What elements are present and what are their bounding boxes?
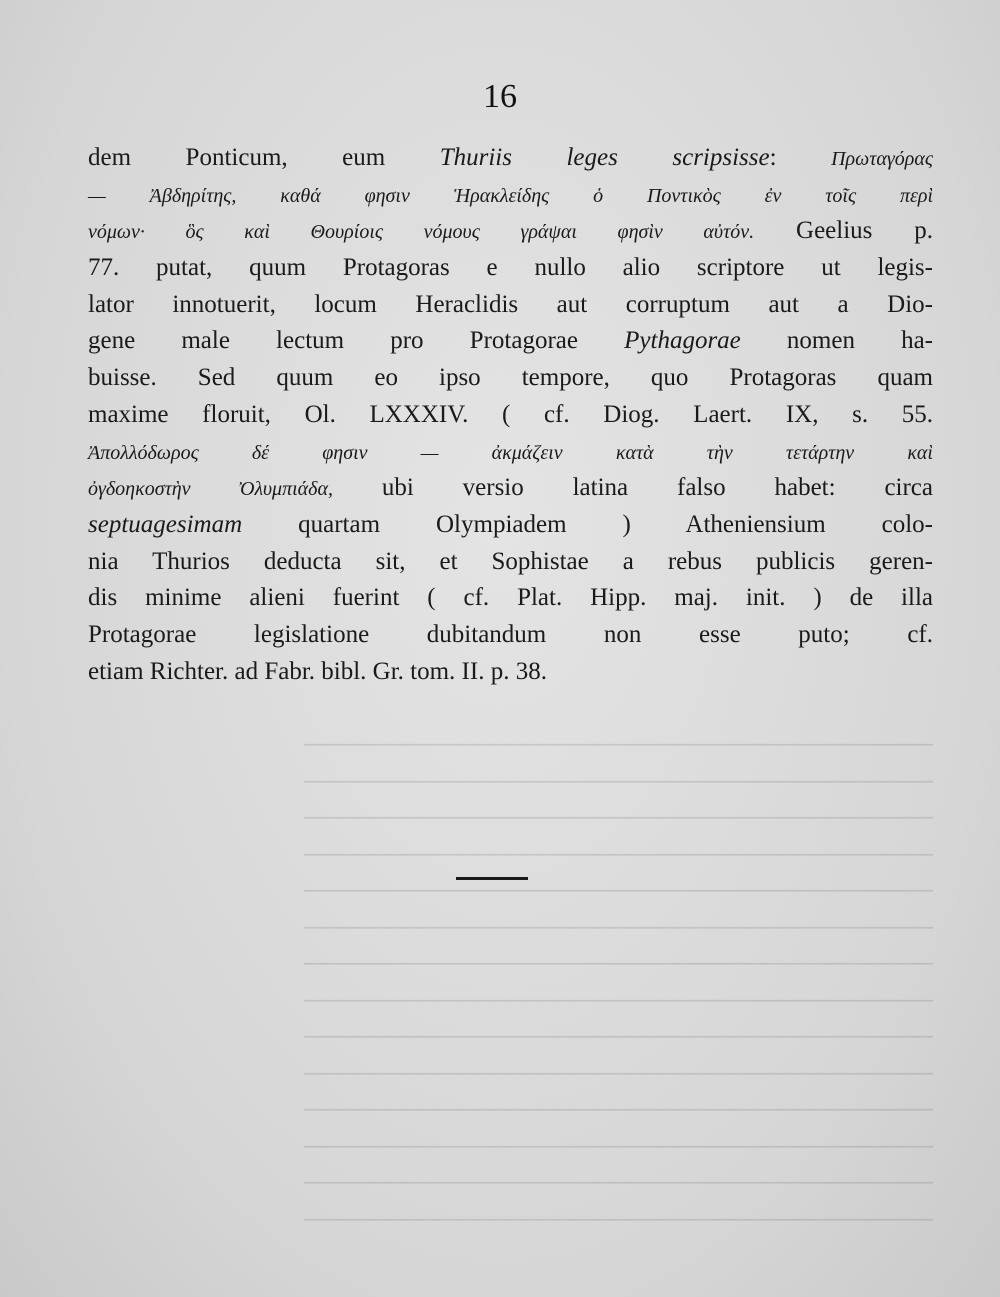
text-line xyxy=(88,434,933,471)
italic-text: septuagesimam xyxy=(88,510,243,538)
text-segment: nia Thurios deducta sit, et Sophistae a rebus publicis geren- xyxy=(88,547,933,575)
text-line xyxy=(88,654,933,691)
text-segment: buisse. Sed quum eo ipso tempore, quo Protagoras quam xyxy=(88,364,933,392)
text-line xyxy=(88,470,933,507)
greek-quotation: — Ἀβδηρίτης, καθά φησιν Ἡρακλείδης ὁ Ποντικὸς ἐν τοῖς περὶ xyxy=(88,184,933,207)
text-segment: dis minime alieni fuerint ( cf. Plat. Hipp. maj. init. ) de illa xyxy=(88,584,933,612)
greek-quotation: ὀγδοηκοστὴν Ὀλυμπιάδα, xyxy=(88,478,333,501)
text-segment: lator innotuerit, locum Heraclidis aut corruptum aut a Dio- xyxy=(88,290,933,318)
text-line xyxy=(88,617,933,654)
text-segment: etiam Richter. ad Fabr. bibl. Gr. tom. II. p. 38. xyxy=(88,657,547,685)
text-segment: Geelius p. xyxy=(754,217,933,245)
greek-quotation: νόμων· ὃς καὶ Θουρίοις νόμους γράψαι φησὶν αὐτόν. xyxy=(88,221,755,244)
text-line xyxy=(88,323,933,360)
page-number: 16 xyxy=(483,78,517,115)
italic-text: Pythagorae xyxy=(624,327,741,355)
text-segment: 77. putat, quum Protagoras e nullo alio scriptore ut legis- xyxy=(88,254,933,282)
greek-quotation: Πρωταγόρας xyxy=(831,148,933,170)
text-segment: gene male lectum pro Protagorae xyxy=(88,327,625,355)
text-line xyxy=(88,287,933,324)
text-segment: : xyxy=(769,144,832,171)
text-line xyxy=(88,397,933,434)
text-segment: ubi versio latina falso habet: circa xyxy=(332,474,934,502)
text-line xyxy=(88,213,933,250)
text-segment: maxime floruit, Ol. LXXXIV. ( cf. Diog. Laert. IX, s. 55. xyxy=(88,400,933,428)
text-line xyxy=(88,360,933,397)
text-segment: dem Ponticum, eum xyxy=(88,144,440,171)
text-line xyxy=(88,140,933,177)
italic-text: Thuriis leges scripsisse xyxy=(439,144,770,171)
text-segment: nomen ha- xyxy=(740,327,934,355)
text-line xyxy=(88,177,933,214)
greek-quotation: Ἀπολλόδωρος δέ φησιν — ἀκμάζειν κατὰ τὴν τετάρτην καὶ xyxy=(88,441,933,464)
text-line xyxy=(88,507,933,544)
text-line xyxy=(88,250,933,287)
text-segment: Protagorae legislatione dubitandum non esse puto; cf. xyxy=(88,620,933,648)
section-rule xyxy=(456,877,528,880)
text-line xyxy=(88,580,933,617)
text-segment: quartam Olympiadem ) Atheniensium colo- xyxy=(242,510,933,538)
show-through-text: ───────────────────────────────────── ───────────────────────────────────── ───────────────────────────────────── ───────────────────────────────────── ───────────────────────────────────── ───────────────────────────────────── ───────────────────────────────────── ───────────────────────────────────── ───────────────────────────────────── ───────────────────────────────────── ───────────────────────────────────── ───────────────────────────────────── ───────────────────────────────────── ───────────────────────────────────── xyxy=(303,732,933,1233)
body-text xyxy=(88,140,933,690)
text-line xyxy=(88,544,933,581)
